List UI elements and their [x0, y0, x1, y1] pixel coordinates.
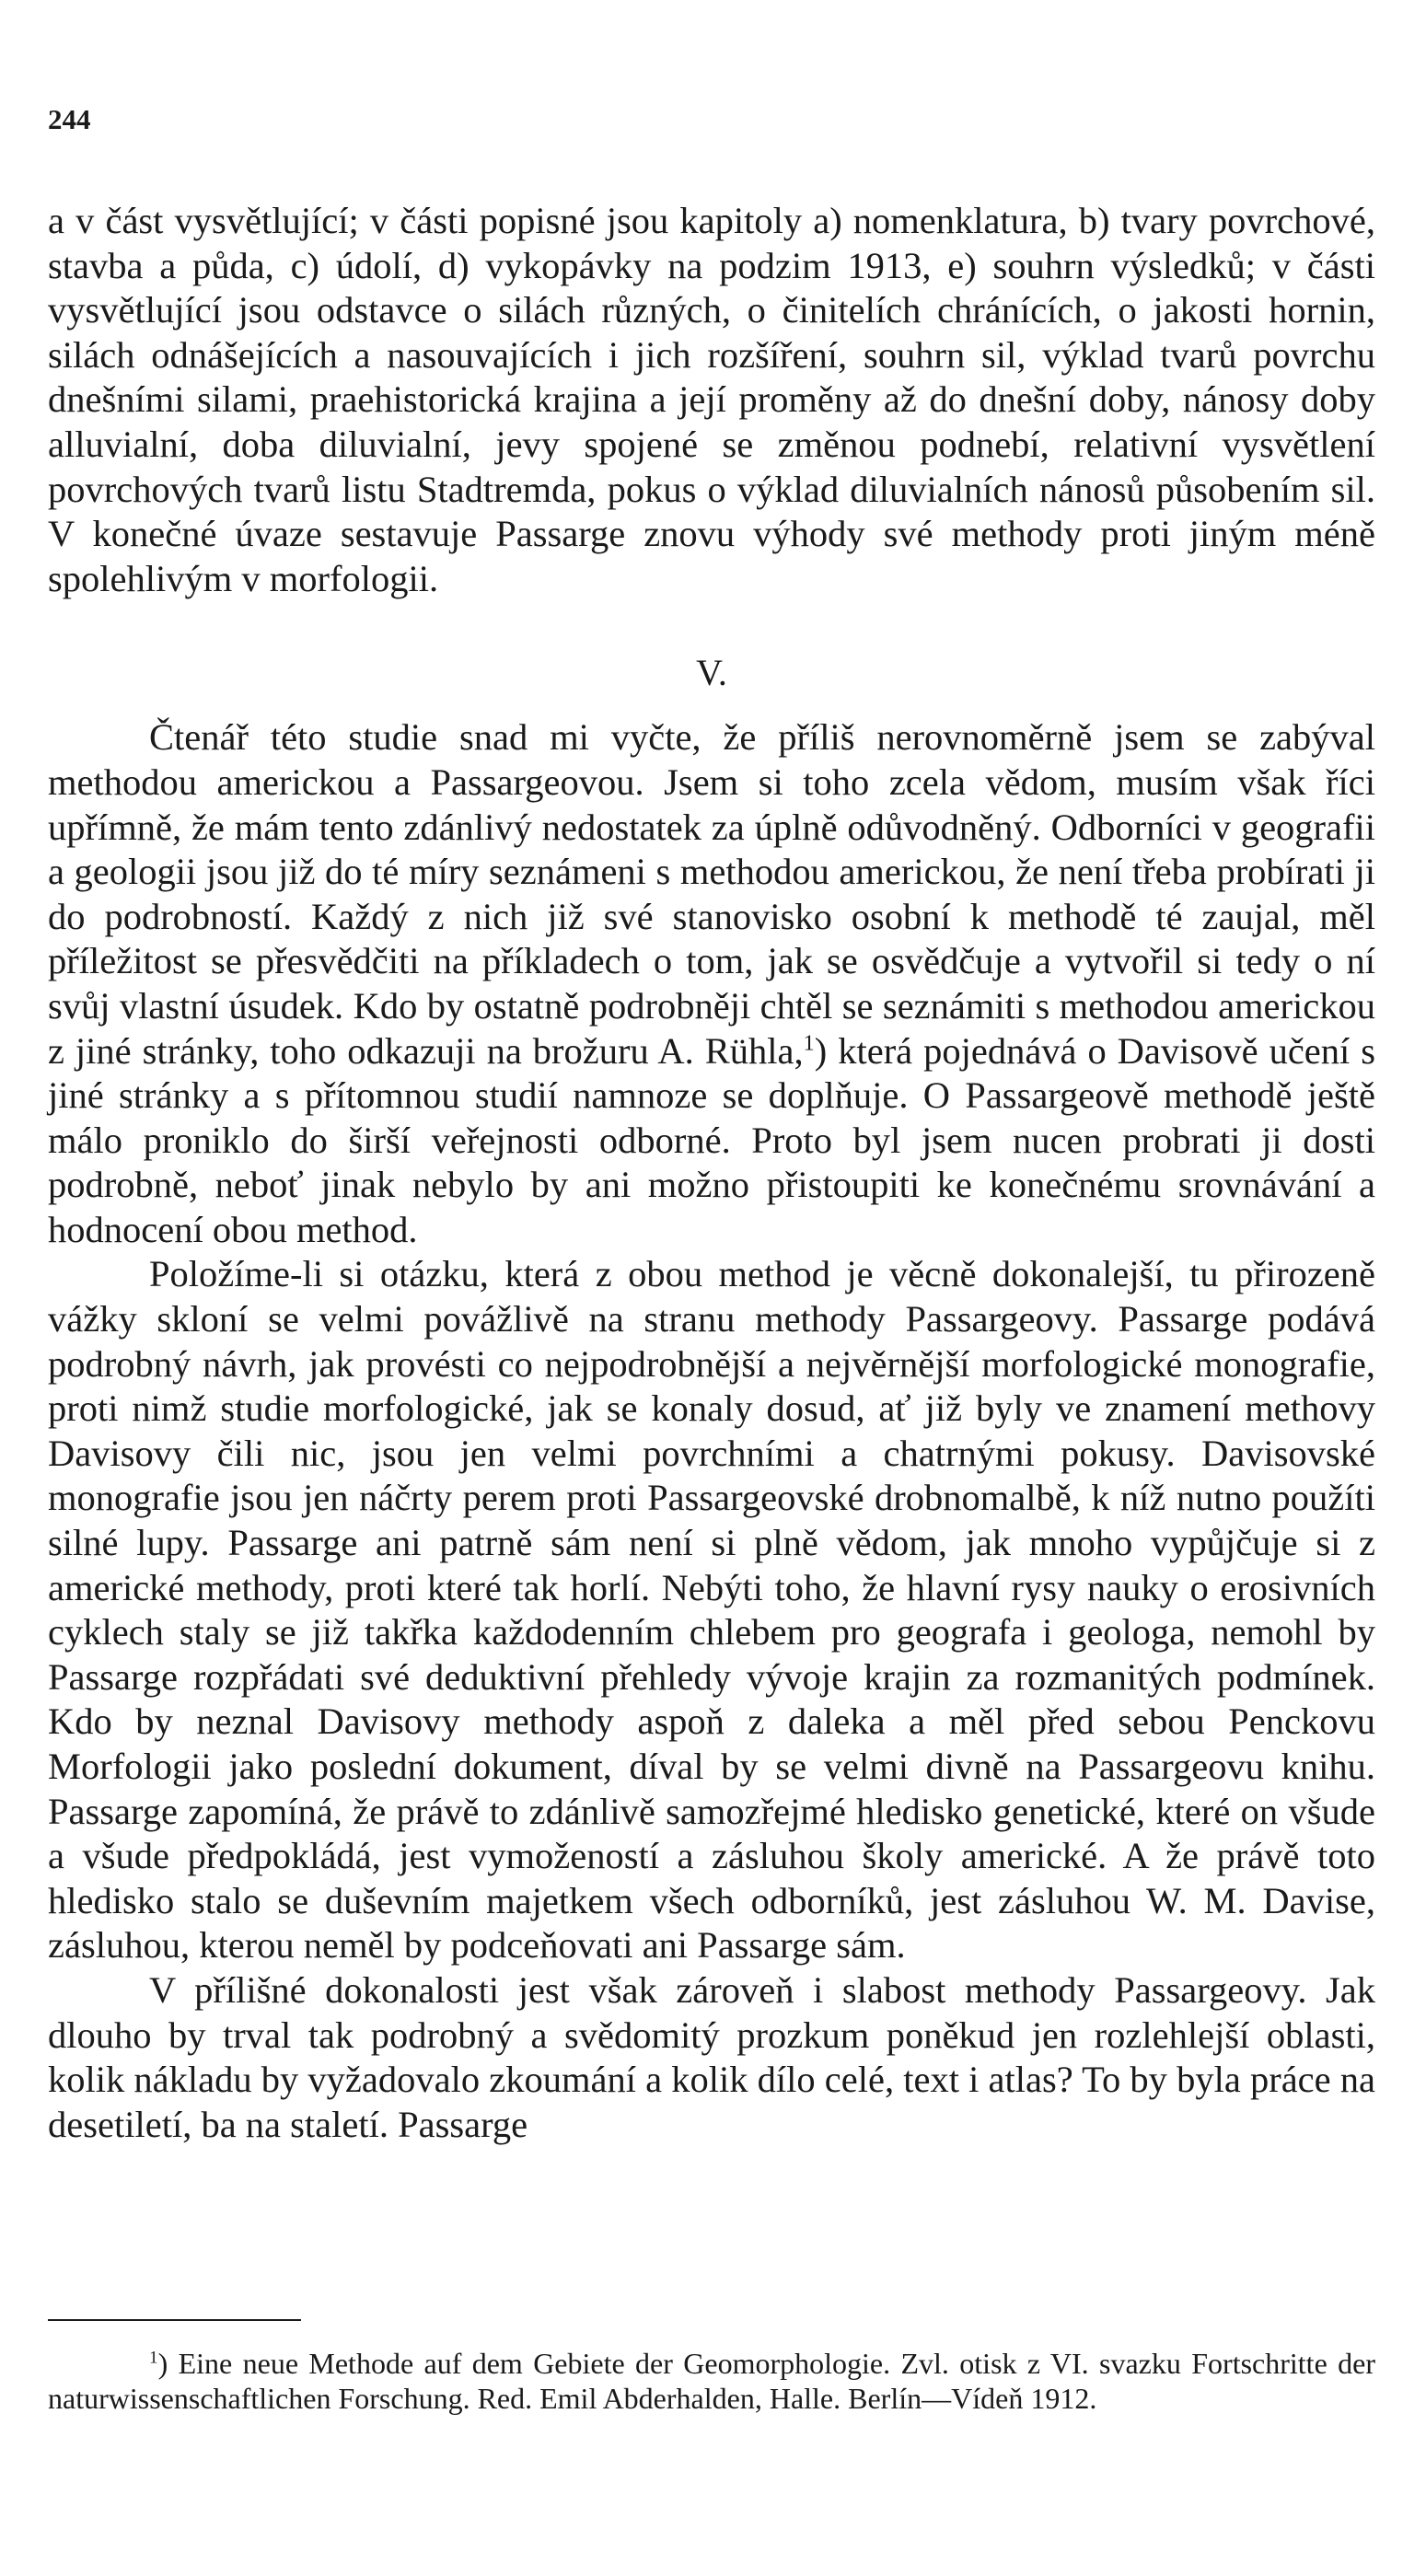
paragraph-2-text-a: Čtenář této studie snad mi vyčte, že příliš nerovnoměrně jsem se zabýval methodou americkou a Passargeovou. Jsem si toho zcela vědom, musím však říci upřímně, že mám tento zdánlivý nedostatek za úplně odůvodněný. Odborníci v geografii a geologii jsou již do té míry seznámeni s methodou americkou, že není třeba probírati ji do podrobností. Každý z nich již své stanovisko osobní k methodě té zaujal, měl příležitost se přesvědčiti na příkladech o tom, jak se osvědčuje a vytvořil si tedy o ní svůj vlastní úsudek. Kdo by ostatně podrobněji chtěl se seznámiti s methodou americkou z jiné stránky, toho odkazuji na brožuru A. Rühla,	[48, 716, 1375, 1072]
body-text	[48, 199, 1375, 2147]
footnote-marker: 1	[149, 2348, 158, 2368]
footnote-reference: 1	[803, 1030, 815, 1055]
page-number: 244	[48, 103, 91, 135]
paragraph-1: a v část vysvětlující; v části popisné jsou kapitoly a) nomenklatura, b) tvary povrchové, stavba a půda, c) údolí, d) vykopávky na podzim 1913, e) souhrn výsledků; v části vysvětlující jsou odstavce o silách různých, o činitelích chránících, o jakosti hornin, silách odnášejících a nasouvajících i jich rozšíření, souhrn sil, výklad tvarů povrchu dnešními silami, praehistorická krajina a její proměny až do dnešní doby, nánosy doby alluvialní, doba diluvialní, jevy spojené se změnou podnebí, relativní vysvětlení povrchových tvarů listu Stadtremda, pokus o výklad diluvialních nánosů působením sil. V konečné úvaze sestavuje Passarge znovu výhody své methody proti jiným méně spolehlivým v morfologii.	[48, 200, 1375, 599]
paragraph-3: Položíme-li si otázku, která z obou method je věcně dokonalejší, tu přirozeně vážky skloní se velmi povážlivě na stranu methody Passargeovy. Passarge podává podrobný návrh, jak provésti co nejpodrobnější a nejvěrnější morfologické monografie, proti nimž studie morfologické, jak se konaly dosud, ať již byly ve znamení methovy Davisovy čili nic, jsou jen velmi povrchními a chatrnými pokusy. Davisovské monografie jsou jen náčrty perem proti Passargeovské drobnomalbě, k níž nutno použíti silné lupy. Passarge ani patrně sám není si plně vědom, jak mnoho vypůjčuje si z americké methody, proti které tak horlí. Nebýti toho, že hlavní rysy nauky o erosivních cyklech staly se již takřka každodenním chlebem pro geografa i geologa, nemohl by Passarge rozpřádati své deduktivní přehledy vývoje krajin za rozmanitých podmínek. Kdo by neznal Davisovy methody aspoň z daleka a měl před sebou Penckovu Morfologii jako poslední dokument, díval by se velmi divně na Passargeovu knihu. Passarge zapomíná, že právě to zdánlivě samozřejmé hledisko genetické, které on všude a všude předpokládá, jest vymožeností a zásluhou školy americké. A že právě toto hledisko stalo se duševním majetkem všech odborníků, jest zásluhou W. M. Davise, zásluhou, kterou neměl by podceňovati ani Passarge sám.	[48, 1253, 1375, 1967]
paragraph-4: V přílišné dokonalosti jest však zároveň i slabost methody Passargeovy. Jak dlouho by trval tak podrobný a svědomitý prozkum poněkud jen rozlehlejší oblasti, kolik nákladu by vyžadovalo zkoumání a kolik dílo celé, text i atlas? To by byla práce na desetiletí, ba na staletí. Passarge	[48, 1968, 1375, 2145]
section-heading: V.	[696, 652, 727, 694]
footnote	[48, 2346, 1375, 2416]
paragraph-2-text-b: ) která pojednává o Davisově učení s jiné stránky a s přítomnou studií namnoze se doplňuje. O Passargeově methodě ještě málo proniklo do širší veřejnosti odborné. Proto byl jsem nucen probrati ji dosti podrobně, neboť jinak nebylo by ani možno přistoupiti ke konečnému srovnávání a hodnocení obou method.	[48, 1029, 1375, 1250]
paragraph-2	[48, 715, 1375, 1252]
footnote-divider	[48, 2319, 301, 2321]
footnote-text: ) Eine neue Methode auf dem Gebiete der Geomorphologie. Zvl. otisk z VI. svazku Fortschritte der naturwissenschaftlichen Forschung. Red. Emil Abderhalden, Halle. Berlín—Vídeň 1912.	[48, 2347, 1375, 2415]
